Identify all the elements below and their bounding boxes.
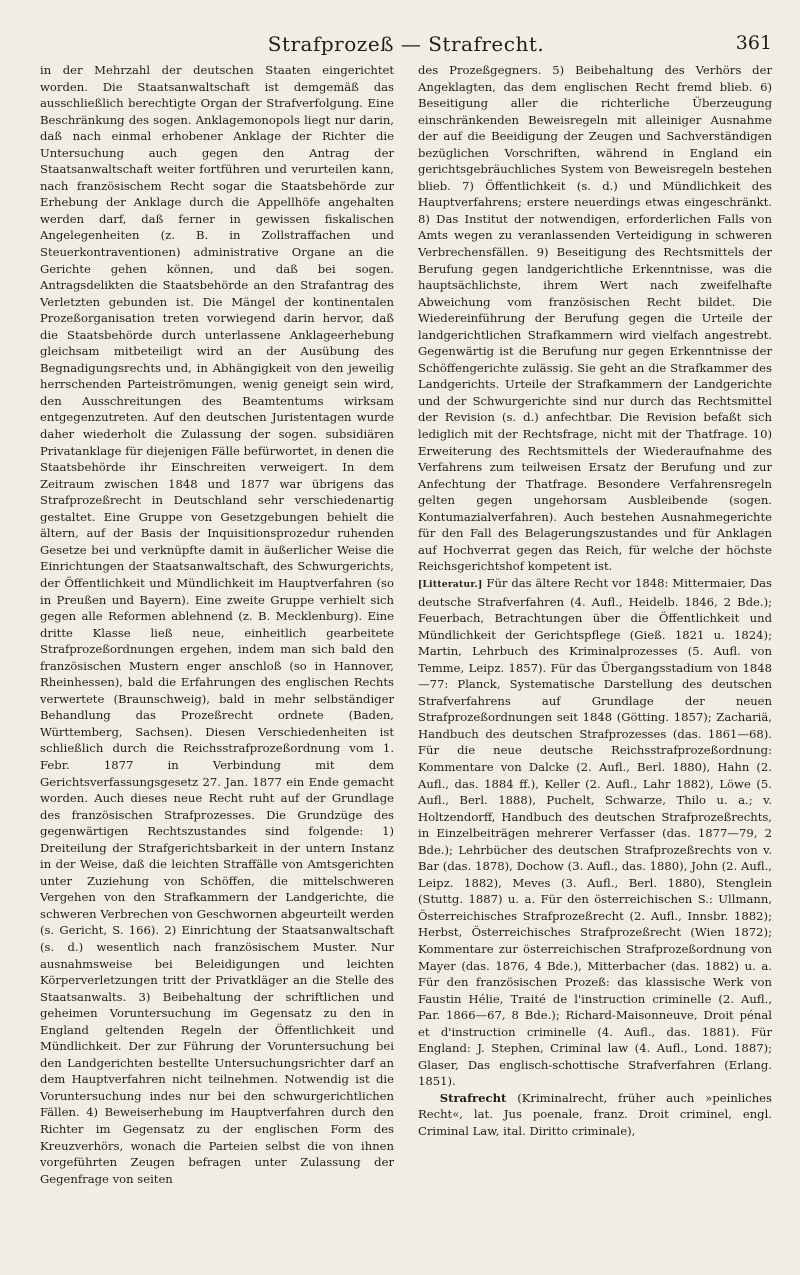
literature-text: Für das ältere Recht vor 1848: Mittermaier, Das deutsche Strafverfahren (4. Aufl., Heidelb. 1846, 2 Bde.); Feuerbach, Betrachtungen über die Öffentlichkeit und Mündlichkeit der Gerichtspflege (Gieß. 1821 u. 1824); Martin, Lehrbuch des Kriminalprozesses (5. Aufl. von Temme, Leipz. 1857). Für das Übergangsstadium von 1848—77: Planck, Systematische Darstellung des deutschen Strafverfahrens auf Grundlage der neuen Strafprozeßordnungen seit 1848 (Götting. 1857); Zachariä, Handbuch des deutschen Strafprozesses (das. 1861—68). Für die neue deutsche Reichsstrafprozeßordnung: Kommentare von Dalcke (2. Aufl., Berl. 1880), Hahn (2. Aufl., das. 1884 ff.), Keller (2. Aufl., Lahr 1882), Löwe (5. Aufl., Berl. 1888), Puchelt, Schwarze, Thilo u. a.; v. Holtzendorff, Handbuch des deutschen Strafprozeßrechts, in Einzelbeiträgen mehrerer Verfasser (das. 1877—79, 2 Bde.); Lehrbücher des deutschen Strafprozeßrechts von v. Bar (das. 1878), Dochow (3. Aufl., das. 1880), John (2. Aufl., Leipz. 1882), Meves (3. Aufl., Berl. 1880), Stenglein (Stuttg. 1887) u. a. Für den österreichischen S.: Ullmann, Österreichisches Strafprozeßrecht (2. Aufl., Innsbr. 1882); Herbst, Österreichisches Strafprozeßrecht (Wien 1872); Kommentare zur österreichischen Strafprozeßordnung von Mayer (das. 1876, 4 Bde.), Mitterbacher (das. 1882) u. a. Für den französischen Prozeß: das klassische Werk von Faustin Hélie, Traité de l'instruction criminelle (2. Aufl., Par. 1866—67, 8 Bde.); Richard-Maisonneuve, Droit pénal et d'instruction criminelle (4. Aufl., das. 1881). Für England: J. Stephen, Criminal law (4. Aufl., Lond. 1887); Glaser, Das englisch-schottische Strafverfahren (Erlang. 1851). [418, 575, 772, 1089]
page-header [40, 18, 772, 58]
running-title: Strafprozeß — Strafrecht. [267, 32, 545, 56]
entry-headword: Strafrecht [439, 1090, 507, 1105]
paragraph-text: des Prozeßgegners. 5) Beibehaltung des Verhörs der Angeklagten, das dem englischen Recht fremd blieb. 6) Beseitigung aller die richterliche Überzeugung einschränkenden Beweisregeln mit alleiniger Ausnahme der auf die Beeidigung der Zeugen und Sachverständigen bezüglichen Vorschriften, während in England ein gerichtsgebräuchliches System von Beweisregeln bestehen blieb. 7) Öffentlichkeit (s. d.) und Mündlichkeit des Hauptverfahrens; erstere neuerdings etwas eingeschränkt. 8) Das Institut der notwendigen, erforderlichen Falls von Amts wegen zu veranlassenden Verteidigung in schweren Verbrechensfällen. 9) Beseitigung des Rechtsmittels der Berufung gegen landgerichtliche Erkenntnisse, was die hauptsächlichste, ihrem Wert nach zweifelhafte Abweichung vom französischen Recht bildet. Die Wiedereinführung der Berufung gegen die Urteile der landgerichtlichen Strafkammern wird vielfach angestrebt. Gegenwärtig ist die Berufung nur gegen Erkenntnisse der Schöffengerichte zulässig. Sie geht an die Strafkammer des Landgerichts. Urteile der Strafkammern der Landgerichte und der Schwurgerichte sind nur durch das Rechtsmittel der Revision (s. d.) anfechtbar. Die Revision befaßt sich lediglich mit der Rechtsfrage, nicht mit der Thatfrage. 10) Erweiterung des Rechtsmittels der Wiederaufnahme des Verfahrens zum teilweisen Ersatz der Berufung und zur Anfechtung der Thatfrage. Besondere Verfahrensregeln gelten gegen ungehorsam Ausbleibende (sogen. Kontumazialverfahren). Auch bestehen Ausnahmegerichte für den Fall des Belagerungszustandes und für Anklagen auf Hochverrat gegen das Reich, für welche der höchste Reichsgerichtshof kompetent ist. [418, 63, 772, 574]
paragraph [418, 62, 772, 575]
text-columns [40, 62, 772, 1187]
left-column [40, 62, 394, 1187]
entry-paragraph [418, 1090, 772, 1140]
page-number: 361 [735, 32, 772, 54]
literature-paragraph [418, 575, 772, 1090]
right-column [418, 62, 772, 1187]
entry-text: (Kriminalrecht, früher auch »peinliches Recht«, lat. Jus poenale, franz. Droit criminel, engl. Criminal Law, ital. Diritto criminale), [418, 1090, 772, 1138]
paragraph: in der Mehrzahl der deutschen Staaten eingerichtet worden. Die Staatsanwaltschaft ist demgemäß das ausschließlich berechtigte Organ der Strafverfolgung. Eine Beschränkung des sogen. Anklagemonopols liegt nur darin, daß nach einmal erhobener Anklage der Richter die Untersuchung auch gegen den Antrag der Staatsanwaltschaft weiter fortführen und verurteilen kann, nach französischem Recht sogar die Staatsbehörde zur Erhebung der Anklage durch die Appellhöfe angehalten werden darf, daß ferner in gewissen fiskalischen Angelegenheiten (z. B. in Zollstraffachen und Steuerkontraventionen) administrative Organe an die Gerichte gehen können, und daß bei sogen. Antragsdelikten die Staatsbehörde an den Strafantrag des Verletzten gebunden ist. Die Mängel der kontinentalen Prozeßorganisation treten vorwiegend darin hervor, daß die Staatsbehörde durch unterlassene Anklageerhebung gleichsam mitbeteiligt wird an der Ausübung des Begnadigungsrechts und, in Abhängigkeit von den jeweilig herrschenden Parteiströmungen, wenig geneigt sein wird, den Ausschreitungen des Beamtentums wirksam entgegenzutreten. Auf den deutschen Juristentagen wurde daher wiederholt die Zulassung der sogen. subsidiären Privatanklage für diejenigen Fälle befürwortet, in denen die Staatsbehörde ihr Einschreiten verweigert. In dem Zeitraum zwischen 1848 und 1877 war übrigens das Strafprozeßrecht in Deutschland sehr verschiedenartig gestaltet. Eine Gruppe von Gesetzgebungen behielt die ältern, auf der Basis der Inquisitionsprozedur ruhenden Gesetze bei und verknüpfte damit in äußerlicher Weise die Einrichtungen der Staatsanwaltschaft, des Schwurgerichts, der Öffentlichkeit und Mündlichkeit im Hauptverfahren (so in Preußen und Bayern). Eine zweite Gruppe verhielt sich gegen alle Reformen ablehnend (z. B. Mecklenburg). Eine dritte Klasse ließ neue, einheitlich gearbeitete Strafprozeßordnungen ergehen, indem man sich bald den französischen Mustern enger anschloß (so in Hannover, Rheinhessen), bald die Erfahrungen des englischen Rechts verwertete (Braunschweig), bald in mehr selbständiger Behandlung das Prozeßrecht ordnete (Baden, Württemberg, Sachsen). Diesen Verschiedenheiten ist schließlich durch die Reichsstrafprozeßordnung vom 1. Febr. 1877 in Verbindung mit dem Gerichtsverfassungsgesetz 27. Jan. 1877 ein Ende gemacht worden. Auch dieses neue Recht ruht auf der Grundlage des französischen Strafprozesses. Die Grundzüge des gegenwärtigen Rechtszustandes sind folgende: 1) Dreiteilung der Strafgerichtsbarkeit in der untern Instanz in der Weise, daß die leichten Straffälle von Amtsgerichten unter Zuziehung von Schöffen, die mittelschweren Vergehen von den Strafkammern der Landgerichte, die schweren Verbrechen von Geschwornen abgeurteilt werden (s. Gericht, S. 166). 2) Einrichtung der Staatsanwaltschaft (s. d.) wesentlich nach französischem Muster. Nur ausnahmsweise bei Beleidigungen und leichten Körperverletzungen tritt der Privatkläger an die Stelle des Staatsanwalts. 3) Beibehaltung der schriftlichen und geheimen Voruntersuchung im Gegensatz zu den in England geltenden Regeln der Öffentlichkeit und Mündlichkeit. Der zur Führung der Voruntersuchung bei den Landgerichten bestellte Untersuchungsrichter darf an dem Hauptverfahren nicht teilnehmen. Notwendig ist die Voruntersuchung indes nur bei den schwurgerichtlichen Fällen. 4) Beweiserhebung im Hauptverfahren durch den Richter im Gegensatz zu der englischen Form des Kreuzverhörs, wonach die Parteien selbst die von ihnen vorgeführten Zeugen befragen unter Zulassung der Gegenfrage von seiten [40, 63, 394, 1186]
literature-label: [Litteratur.] [418, 579, 483, 590]
